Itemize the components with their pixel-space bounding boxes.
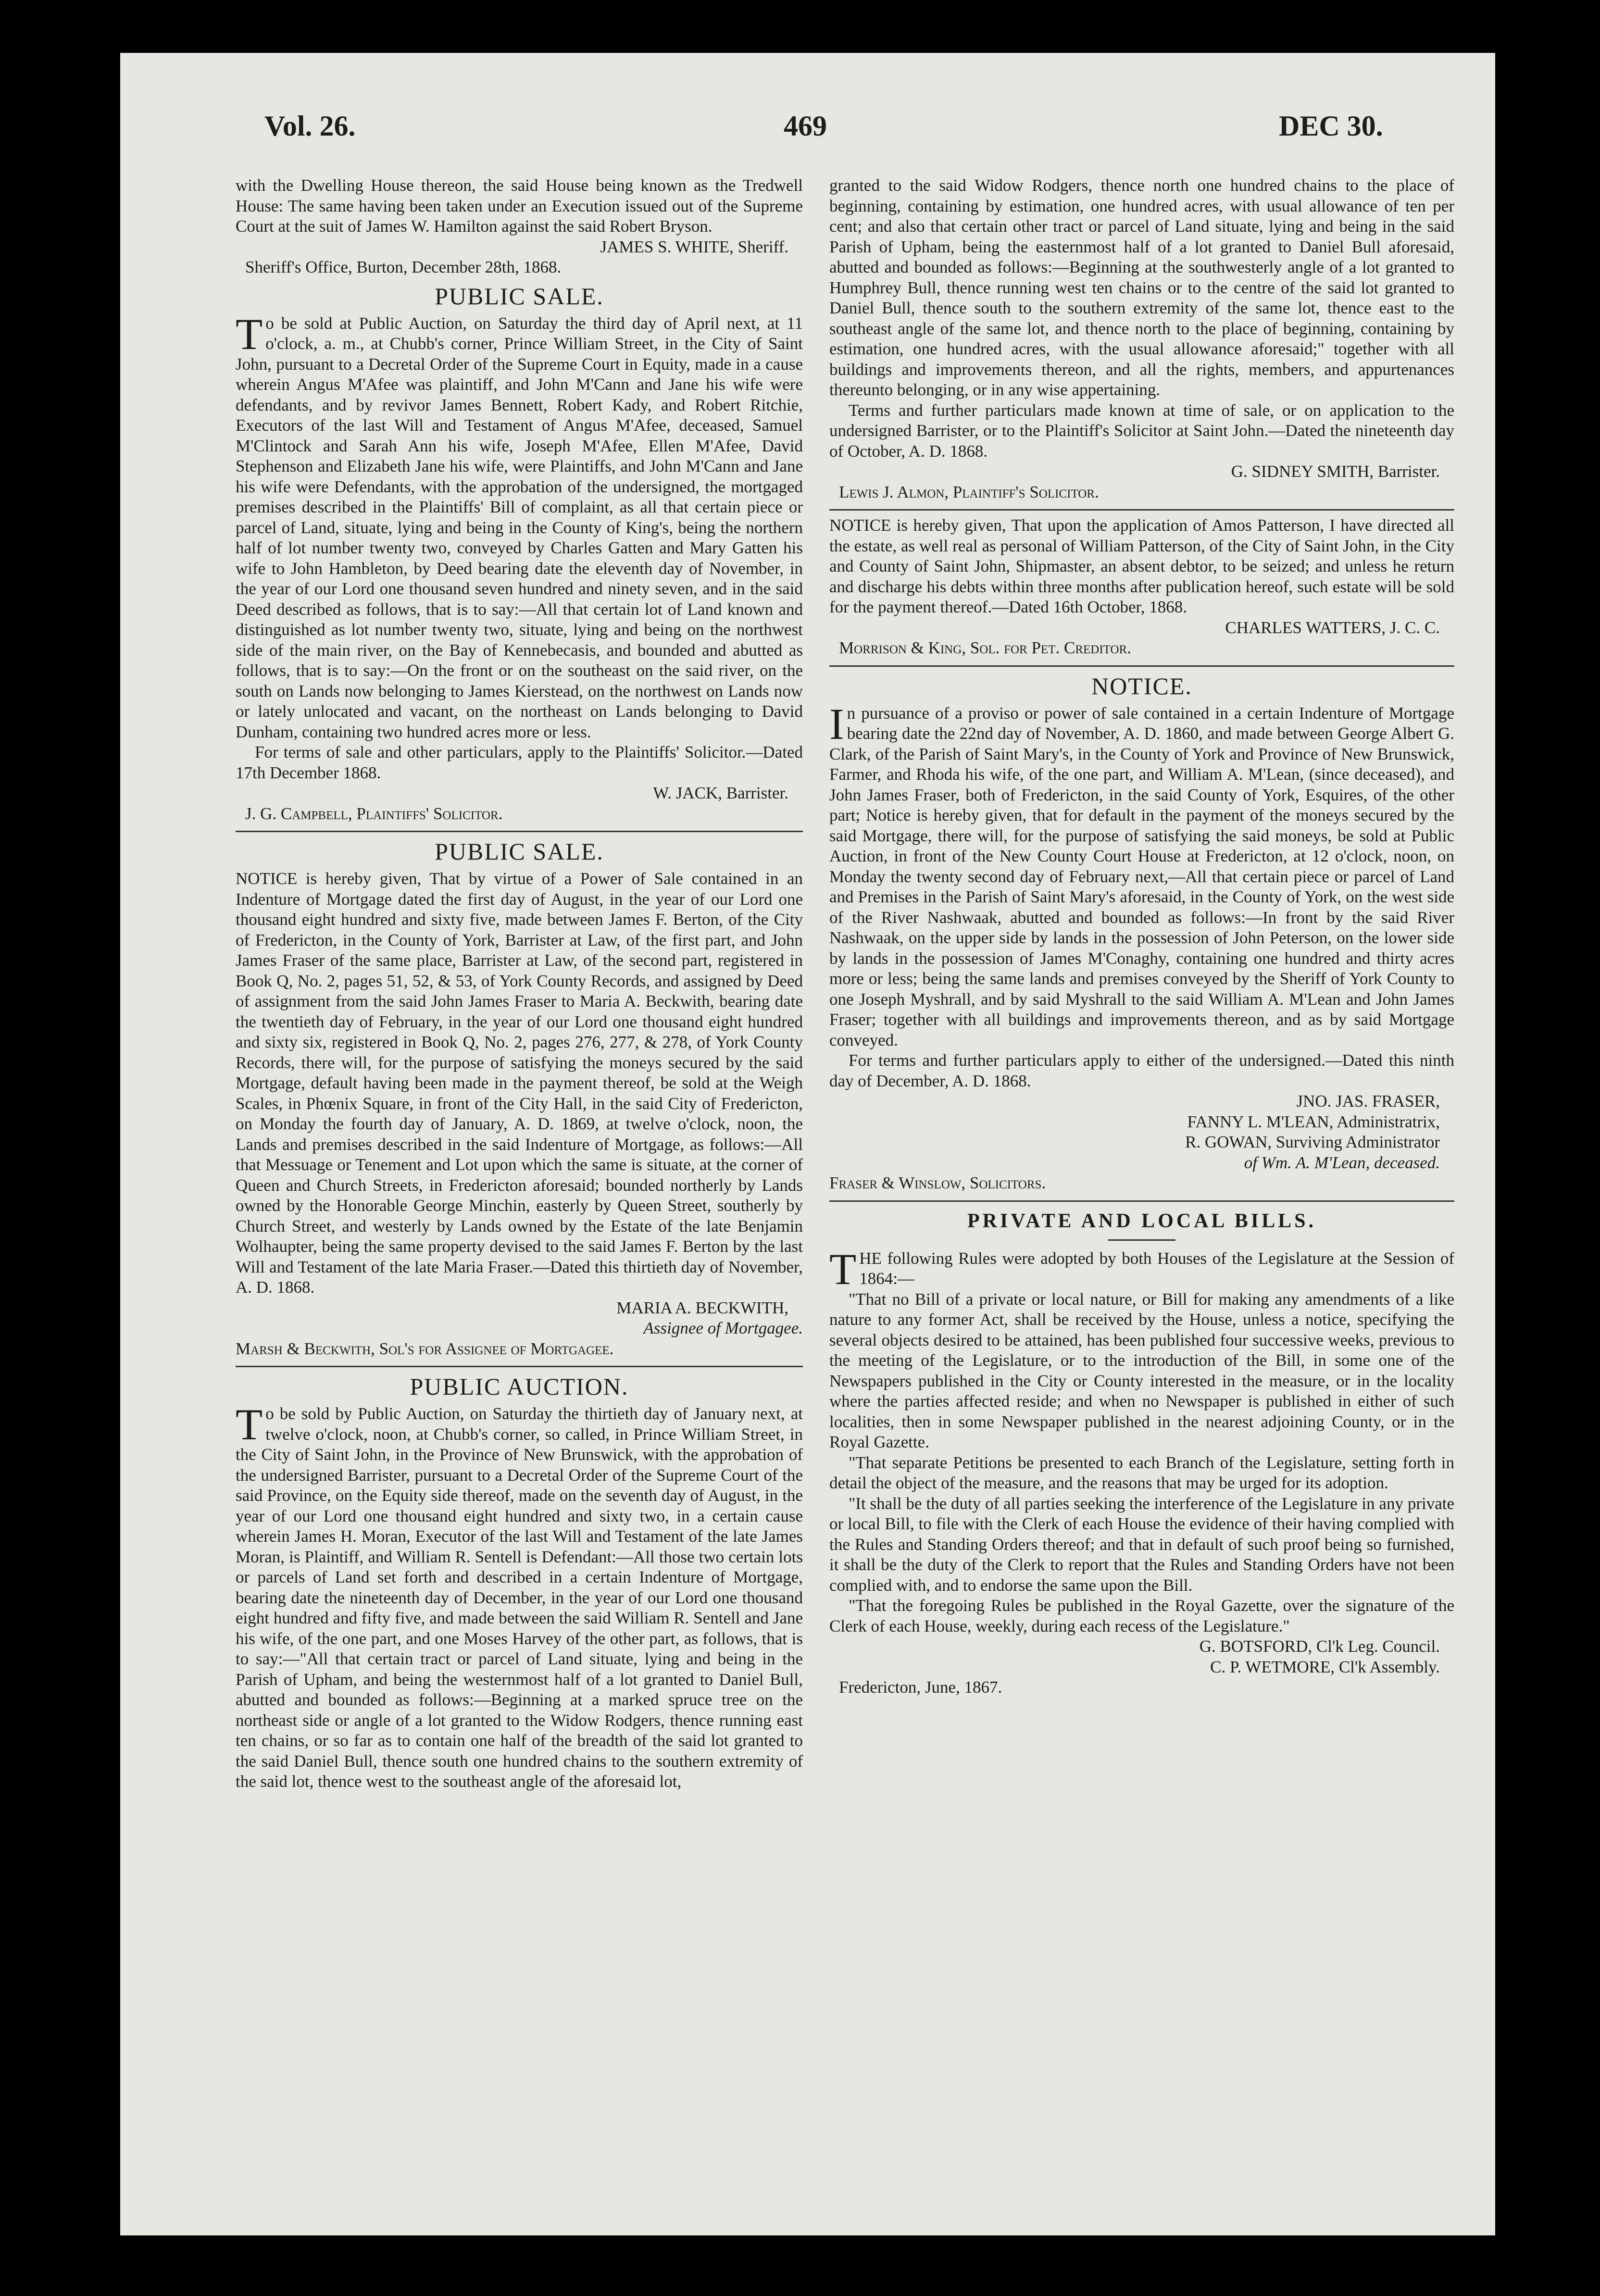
- page-number: 469: [784, 110, 827, 142]
- private-local-bills-heading: PRIVATE AND LOCAL BILLS.: [967, 1210, 1316, 1232]
- newspaper-page: [120, 53, 1495, 2235]
- auction-solicitor: Lewis J. Almon, Plaintiff's Solicitor.: [839, 482, 1099, 501]
- bills-rule-4: "That the foregoing Rules be published in the Royal Gazette, over the signature of the Clerk of each House, weekly, during each recess of the Legislature.": [829, 1596, 1454, 1635]
- notice-mortgage-terms: For terms and further particulars apply to either of the undersigned.—Dated this ninth day of December, A. D. 1868.: [829, 1051, 1454, 1090]
- notice-signer-3: R. GOWAN, Surviving Administrator: [1185, 1133, 1440, 1151]
- bills-rule-1: "That no Bill of a private or local nature, or Bill for making any amendments of a like nature to any former Act, shall be received by the House, unless a notice, specifying the several objects desired to be attained, has been published four successive weeks, previous to the meeting of the Legislature, or to the introduction of the Bill, in some one of the Newspapers published in the City or County interested in the measure, or in the locality where the parties affected reside; and when no Newspaper is published in either of such localities, then in some Newspaper published in the nearest adjoining County, or in the Royal Gazette.: [829, 1289, 1454, 1451]
- public-sale-body: To be sold at Public Auction, on Saturday the third day of April next, at 11 o'clock, a. m., at Chubb's corner, Prince William Street, in the City of Saint John, pursuant to a Decretal Order of the Supreme Court in Equity, made in a cause wherein Angus M'Afee was plaintiff, and John M'Cann and Jane his wife were defendants, and by revivor James Bennett, Robert Kady, and Robert Ritchie, Executors of the last Will and Testament of Angus M'Afee, deceased, Samuel M'Clintock and Sarah Ann his wife, Joseph M'Afee, Ellen M'Afee, David Stephenson and Elizabeth Jane his wife, were Plaintiffs, and John M'Cann and Jane his wife were Defendants, with the approbation of the undersigned, the mortgaged premises described in the Plaintiffs' Bill of complaint, as all that certain piece or parcel of Land, situate, lying and being in the County of King's, being the northern half of lot number twenty two, conveyed by Charles Gatten and Mary Gatten his wife to John Hambleton, by Deed bearing date the eleventh day of November, in the year of our Lord one thousand seven hundred and ninety seven, and in the said Deed described as follows, that is to say:—All that certain lot of Land known and distinguished as lot number twenty two, situate, lying and being on the northwest side of the main river, on the Bay of Kennebecasis, and bounded and abutted as follows, that is to say:—On the front or on the southeast on the said river, on the south on Lands now belonging to James Kierstead, on the northwest on Lands now or lately unlocated and vacant, on the northeast on Lands belonging to David Dunham, containing two hundred acres more or less.: [236, 309, 803, 741]
- volume-label: Vol. 26.: [264, 110, 356, 142]
- sheriff-office: Sheriff's Office, Burton, December 28th, 1868.: [245, 258, 562, 276]
- public-sale-signer: W. JACK, Barrister.: [653, 784, 788, 802]
- public-sale-solicitor: J. G. Campbell, Plaintiffs' Solicitor.: [245, 804, 503, 823]
- divider: [829, 1200, 1454, 1202]
- notice-heading: NOTICE.: [1091, 672, 1192, 699]
- divider: [829, 665, 1454, 667]
- short-rule: [1108, 1239, 1175, 1241]
- notice-signer-4: of Wm. A. M'Lean, deceased.: [1244, 1153, 1440, 1172]
- divider: [829, 509, 1454, 511]
- divider: [236, 831, 803, 832]
- notice-signer-1: JNO. JAS. FRASER,: [1296, 1092, 1440, 1111]
- bills-intro: THE following Rules were adopted by both Houses of the Legislature at the Session of 1864:—: [829, 1244, 1454, 1294]
- drop-cap: T: [236, 1400, 263, 1449]
- divider: [236, 1366, 803, 1367]
- public-auction-body: To be sold by Public Auction, on Saturday the thirtieth day of January next, at twelve o'clock, noon, at Chubb's corner, so called, in Prince William Street, in the City of Saint John, in the Province of New Brunswick, with the approbation of the undersigned Barrister, pursuant to a Decretal Order of the Supreme Court of the said Province, on the Equity side thereof, made on the seventh day of August, in the year of our Lord one thousand eight hundred and sixty two, in a certain cause wherein James H. Moran, Executor of the last Will and Testament of the late James Moran, is Plaintiff, and William R. Sentell is Defendant:—All those two certain lots or parcels of Land set forth and described in a certain Indenture of Mortgage, bearing date the nineteenth day of December, in the year of our Lord one thousand eight hundred and fifty five, and made between the said William R. Sentell and Jane his wife, of the one part, and one Moses Harvey of the other part, as follows, that is to say:—"All that certain tract or parcel of Land situate, lying and being in the Parish of Upham, and being the westernmost half of a lot granted to Daniel Bull, abutted and bounded as follows:—Beginning at a marked spruce tree on the northeast side or angle of a lot granted to the Widow Rodgers, thence running east ten chains, or so far as to contain one half of the breadth of the said lot granted to the said Daniel Bull, thence south one hundred chains to the southern extremity of the said lot, thence west to the southeast angle of the aforesaid lot,: [236, 1400, 803, 1791]
- public-sale-2-heading: PUBLIC SALE.: [435, 838, 604, 865]
- notice-mortgage-body: In pursuance of a proviso or power of sale contained in a certain Indenture of Mortgage bearing date the 22nd day of November, A. D. 1860, and made between George Albert G. Clark, of the Parish of Saint Mary's, in the County of York and Province of New Brunswick, Farmer, and Rhoda his wife, of the one part, and William A. M'Lean, (since deceased), and John James Fraser, both of Fredericton, in the said County of York, Esquires, of the other part; Notice is hereby given, that for default in the payment of the moneys secured by the said Mortgage, there will, for the purpose of satisfying the said moneys, be sold at Public Auction, in front of the New County Court House at Fredericton, at 12 o'clock, noon, on Monday the twenty second day of February next,—All that certain piece or parcel of Land and Premises in the Parish of Saint Mary's aforesaid, in the County of York, on the west side of the River Nashwaak, abutted and bounded as follows:—In front by the said River Nashwaak, on the upper side by lands in the possession of John Peterson, on the lower side by lands in the possession of James M'Conaghy, containing one hundred and thirty acres more or less; being the same lands and premises conveyed by the Sheriff of York County to one Joseph Myshrall, and by said Myshrall to the said William A. M'Lean and John James Fraser; together with all buildings and improvements thereon, and as by said Mortgage conveyed.: [829, 699, 1454, 1049]
- bills-rule-2: "That separate Petitions be presented to each Branch of the Legislature, setting forth in detail the object of the measure, and the reasons that may be urged for its adoption.: [829, 1453, 1454, 1492]
- public-sale-2-solicitor: Marsh & Beckwith, Sol's for Assignee of Mortgagee.: [236, 1339, 614, 1358]
- sheriff-signer: JAMES S. WHITE, Sheriff.: [600, 237, 788, 256]
- sheriff-notice-text: with the Dwelling House thereon, the said House being known as the Tredwell House: The same having been taken under an Execution issued out of the Supreme Court at the suit of James W. Hamilton against the said Robert Bryson.: [236, 176, 803, 236]
- public-sale-2-signer: MARIA A. BECKWITH,: [616, 1298, 788, 1317]
- auction-continued-body: granted to the said Widow Rodgers, thence north one hundred chains to the place of beginning, containing by estimation, one hundred acres, with usual allowance of ten per cent; and also that certain other tract or parcel of Land situate, lying and being in the said Parish of Upham, being the easternmost half of a lot granted to Daniel Bull aforesaid, abutted and bounded as follows:—Beginning at the southwesterly angle of a lot granted to Humphrey Bull, thence running west ten chains or to the centre of the said lot granted to Daniel Bull, thence south to the southern extremity of the same lot, thence east to the southeast angle of the same lot, and thence north to the place of beginning, containing by estimation, one hundred acres, with the usual allowance aforesaid;" together with all buildings and improvements thereon, and all the rights, members, and appurtenances thereunto belonging, or in any wise appertaining.: [829, 176, 1454, 399]
- auction-signer: G. SIDNEY SMITH, Barrister.: [1231, 462, 1440, 481]
- public-sale-terms: For terms of sale and other particulars, apply to the Plaintiffs' Solicitor.—Dated 17th December 1868.: [236, 743, 803, 782]
- public-sale-2-signer-title: Assignee of Mortgagee.: [643, 1319, 803, 1337]
- bills-place-date: Fredericton, June, 1867.: [839, 1678, 1002, 1697]
- notice-absent-debtor-body: NOTICE is hereby given, That upon the application of Amos Patterson, I have directed all the estate, as well real as personal of William Patterson, of the City of Saint John, in the City and County of Saint John, Shipmaster, an absent debtor, to be seized; and unless he return and discharge his debts within three months after publication hereof, such estate will be sold for the payment thereof.—Dated 16th October, 1868.: [829, 516, 1454, 616]
- public-auction-heading: PUBLIC AUCTION.: [410, 1373, 629, 1400]
- public-sale-heading: PUBLIC SALE.: [435, 282, 604, 310]
- bills-rule-3: "It shall be the duty of all parties seeking the interference of the Legislature in any private or local Bill, to file with the Clerk of each House the evidence of their having complied with the Rules and Standing Orders thereof; and that in default of such proof being so furnished, it shall be the duty of the Clerk to report that the Rules and Standing Orders have not been complied with, and to endorse the same upon the Bill.: [829, 1494, 1454, 1595]
- issue-date: DEC 30.: [1279, 110, 1383, 142]
- auction-terms: Terms and further particulars made known at time of sale, or on application to the undersigned Barrister, or to the Plaintiff's Solicitor at Saint John.—Dated the nineteenth day of October, A. D. 1868.: [829, 400, 1454, 461]
- drop-cap: T: [236, 309, 263, 359]
- notice-absent-debtor-signer: CHARLES WATTERS, J. C. C.: [1225, 618, 1440, 637]
- right-column: [829, 175, 1454, 1698]
- left-column: [236, 175, 803, 1792]
- drop-cap: T: [829, 1244, 857, 1294]
- notice-solicitor: Fraser & Winslow, Solicitors.: [829, 1173, 1046, 1192]
- notice-absent-debtor-solicitor: Morrison & King, Sol. for Pet. Creditor.: [839, 638, 1131, 657]
- bills-signer-2: C. P. WETMORE, Cl'k Assembly.: [1210, 1657, 1440, 1676]
- bills-signer-1: G. BOTSFORD, Cl'k Leg. Council.: [1199, 1637, 1440, 1656]
- notice-signer-2: FANNY L. M'LEAN, Administratrix,: [1187, 1112, 1440, 1131]
- drop-cap: I: [829, 699, 844, 749]
- public-sale-2-body: NOTICE is hereby given, That by virtue of a Power of Sale contained in an Indenture of Mortgage dated the first day of August, in the year of our Lord one thousand eight hundred and sixty five, made between James F. Berton, of the City of Fredericton, in the County of York, Barrister at Law, of the first part, and John James Fraser of the same place, Barrister at Law, of the second part, registered in Book Q, No. 2, pages 51, 52, & 53, of York County Records, and assigned by Deed of assignment from the said John James Fraser to Maria A. Beckwith, bearing date the twentieth day of February, in the year of our Lord one thousand eight hundred and sixty six, registered in Book Q, No. 2, pages 276, 277, & 278, of York County Records, there will, for the purpose of satisfying the moneys secured by the said Mortgage, default having been made in the payment thereof, be sold at the Weigh Scales, in Phœnix Square, in front of the City Hall, in the said City of Fredericton, on Monday the fourth day of January, A. D. 1869, at twelve o'clock, noon, the Lands and premises described in the said Indenture of Mortgage, as follows:—All that Messuage or Tenement and Lot upon which the same is situate, at the corner of Queen and Church Streets, in Fredericton aforesaid; bounded northerly by Lands owned by the Honorable George Minchin, easterly by Queen Street, southerly by Church Street, and westerly by Lands owned by the Estate of the late Benjamin Wolhaupter, being the same property devised to the said James F. Berton by the last Will and Testament of the late Maria Fraser.—Dated this thirtieth day of November, A. D. 1868.: [236, 869, 803, 1297]
